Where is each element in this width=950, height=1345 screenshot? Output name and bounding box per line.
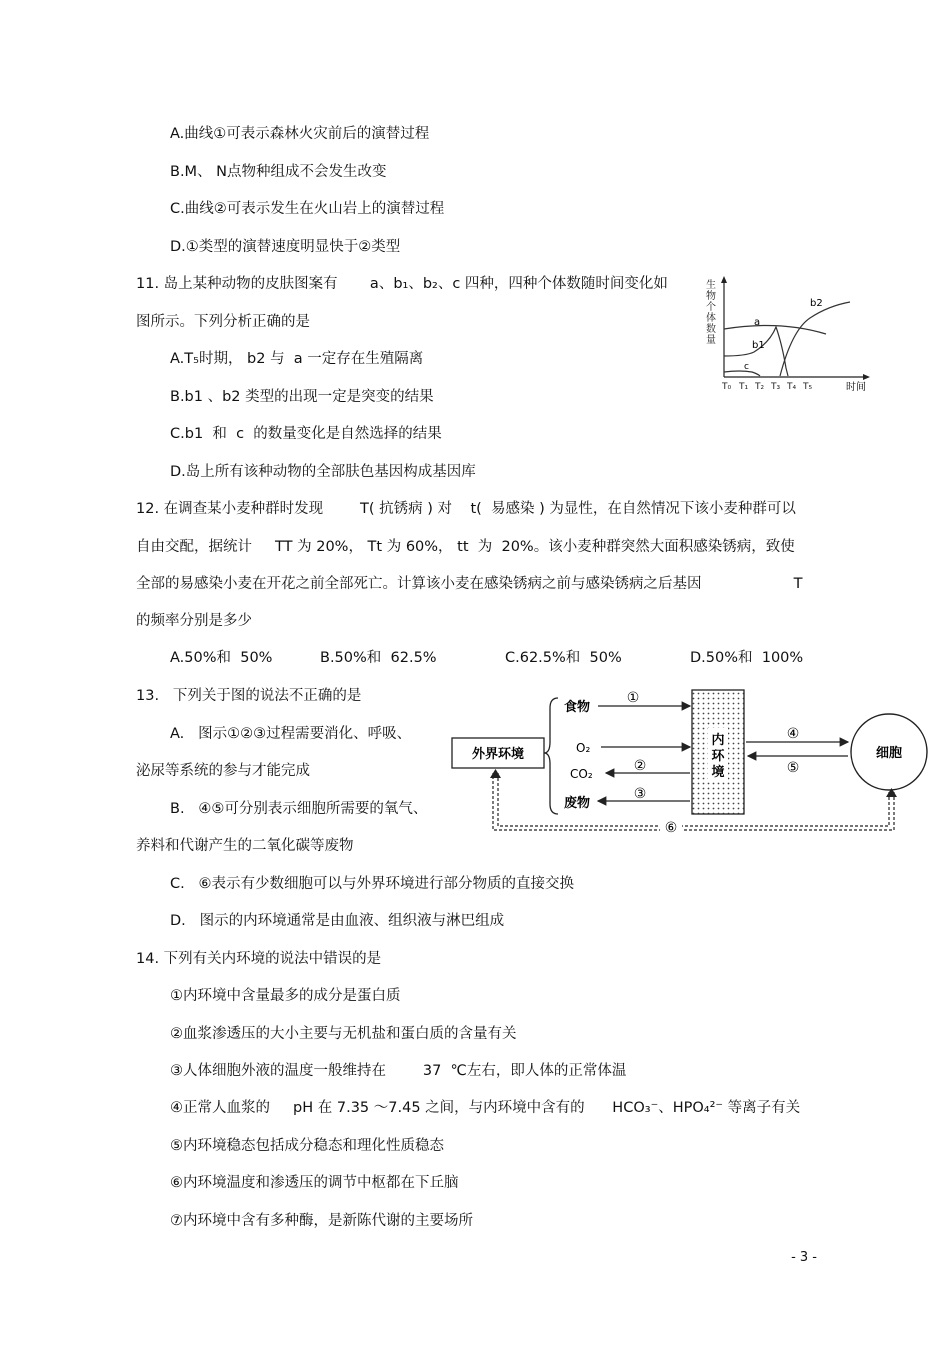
q11-ylabel-char: 生 (706, 280, 716, 291)
arrow-6-head-outer (490, 769, 501, 778)
q14-item-6: ⑥内环境温度和渗透压的调节中枢都在下丘脑 (170, 1175, 459, 1191)
q11-curve-b1 (724, 327, 788, 376)
q11-tick: T₄ (787, 382, 797, 392)
q12-stem-line2: 自由交配，据统计 TT 为 20%， Tt 为 60%， tt 为 20%。该小麦种群突然大面积感染锈病，致使 (136, 539, 795, 555)
internal-environment-label-1: 内 (711, 733, 725, 748)
cell-label: 细胞 (875, 746, 903, 761)
q11-tick: T₀ (722, 382, 732, 392)
q11-curve-b2 (780, 302, 850, 376)
q11-option-a: A.T₅时期， b2 与 a 一定存在生殖隔离 (170, 351, 424, 367)
outer-environment-label: 外界环境 (471, 747, 525, 762)
q14-item-4: ④正常人血浆的 pH 在 7.35 ～7.45 之间，与内环境中含有的 HCO₃⁻、HPO₄²⁻ 等离子有关 (170, 1100, 801, 1116)
co2-label: CO₂ (570, 767, 593, 781)
label-4: ④ (786, 726, 800, 742)
q13-stem: 13. 下列关于图的说法不正确的是 (136, 688, 362, 704)
q13-option-a-line2: 泌尿等系统的参与才能完成 (136, 763, 310, 779)
q11-xlabel: 时间 (846, 382, 866, 393)
q11-tick: T₁ (739, 382, 749, 392)
label-5: ⑤ (786, 760, 800, 776)
q11-ylabel-char: 个 (706, 302, 716, 313)
q12-option-d: D.50%和 100% (690, 650, 804, 666)
q11-ylabel-char: 数 (706, 324, 716, 335)
brace (544, 698, 558, 814)
q11-tick: T₅ (803, 382, 813, 392)
q13-option-c: C. ⑥表示有少数细胞可以与外界环境进行部分物质的直接交换 (170, 876, 575, 892)
q10-option-c: C.曲线②可表示发生在火山岩上的演替过程 (170, 201, 445, 217)
q11-ylabel-char: 物 (706, 291, 716, 302)
internal-environment-label-3: 境 (711, 765, 725, 780)
q12-stem-line3: 全部的易感染小麦在开花之前全部死亡。计算该小麦在感染锈病之前与感染锈病之后基因 T (136, 576, 803, 592)
q11-x-arrow (863, 374, 870, 380)
q11-option-c: C.b1 和 c 的数量变化是自然选择的结果 (170, 426, 442, 442)
q12-option-a: A.50%和 50% (170, 650, 273, 666)
q13-option-b-line1: B. ④⑤可分别表示细胞所需要的氧气、 (170, 801, 428, 817)
q11-curve-label-b2: b2 (810, 298, 823, 309)
q10-option-d: D.①类型的演替速度明显快于②类型 (170, 239, 401, 255)
label-6: ⑥ (664, 820, 678, 834)
q12-stem-line1: 12. 在调查某小麦种群时发现 T( 抗锈病 ) 对 t( 易感染 ) 为显性，在自然情况下该小麦种群可以 (136, 501, 796, 517)
q11-stem-line1: 11. 岛上某种动物的皮肤图案有 a、b₁、b₂、c 四种，四种个体数随时间变化如 (136, 276, 668, 292)
q12-stem-line4: 的频率分别是多少 (136, 613, 252, 629)
q11-curve-label-a: a (754, 317, 761, 328)
q11-option-d: D.岛上所有该种动物的全部肤色基因构成基因库 (170, 464, 476, 480)
label-3: ③ (633, 786, 647, 802)
q11-y-arrow (721, 276, 727, 283)
q11-curve-label-b1: b1 (752, 340, 765, 351)
q11-curve-c (724, 371, 760, 376)
q11-stem-line2: 图所示。下列分析正确的是 (136, 314, 310, 330)
q11-population-figure (700, 272, 880, 397)
q11-ylabel-char: 体 (706, 313, 716, 324)
q13-option-a-line1: A. 图示①②③过程需要消化、呼吸、 (170, 726, 412, 742)
q14-item-5: ⑤内环境稳态包括成分稳态和理化性质稳态 (170, 1138, 444, 1154)
q11-ylabel (706, 278, 716, 346)
page-number: - 3 - (791, 1250, 817, 1265)
q12-option-c: C.62.5%和 50% (505, 650, 622, 666)
q11-option-b: B.b1 、b2 类型的出现一定是突变的结果 (170, 389, 434, 405)
label-1: ① (626, 690, 640, 706)
internal-environment-label-2: 环 (711, 749, 725, 764)
o2-label: O₂ (576, 741, 591, 755)
q11-tick: T₃ (771, 382, 781, 392)
q10-option-a: A.曲线①可表示森林火灾前后的演替过程 (170, 126, 430, 142)
q11-curve-label-c: c (744, 362, 749, 372)
q14-item-2: ②血浆渗透压的大小主要与无机盐和蛋白质的含量有关 (170, 1026, 517, 1042)
q12-option-b: B.50%和 62.5% (320, 650, 437, 666)
q10-option-b: B.M、 N点物种组成不会发生改变 (170, 164, 387, 180)
q14-item-3: ③人体细胞外液的温度一般维持在 37 ℃左右，即人体的正常体温 (170, 1063, 627, 1079)
waste-label: 废物 (564, 796, 591, 811)
q13-internal-environment-diagram (446, 686, 936, 834)
food-label: 食物 (564, 700, 591, 715)
q14-item-7: ⑦内环境中含有多种酶，是新陈代谢的主要场所 (170, 1213, 473, 1229)
q14-item-1: ①内环境中含量最多的成分是蛋白质 (170, 988, 401, 1004)
q13-option-b-line2: 养料和代谢产生的二氧化碳等废物 (136, 838, 354, 854)
q14-stem: 14. 下列有关内环境的说法中错误的是 (136, 951, 382, 967)
label-2: ② (633, 758, 647, 774)
q11-ylabel-char: 量 (706, 335, 716, 346)
q11-ticks (721, 382, 812, 392)
q11-tick: T₂ (755, 382, 765, 392)
q13-option-d: D. 图示的内环境通常是由血液、组织液与淋巴组成 (170, 913, 505, 929)
